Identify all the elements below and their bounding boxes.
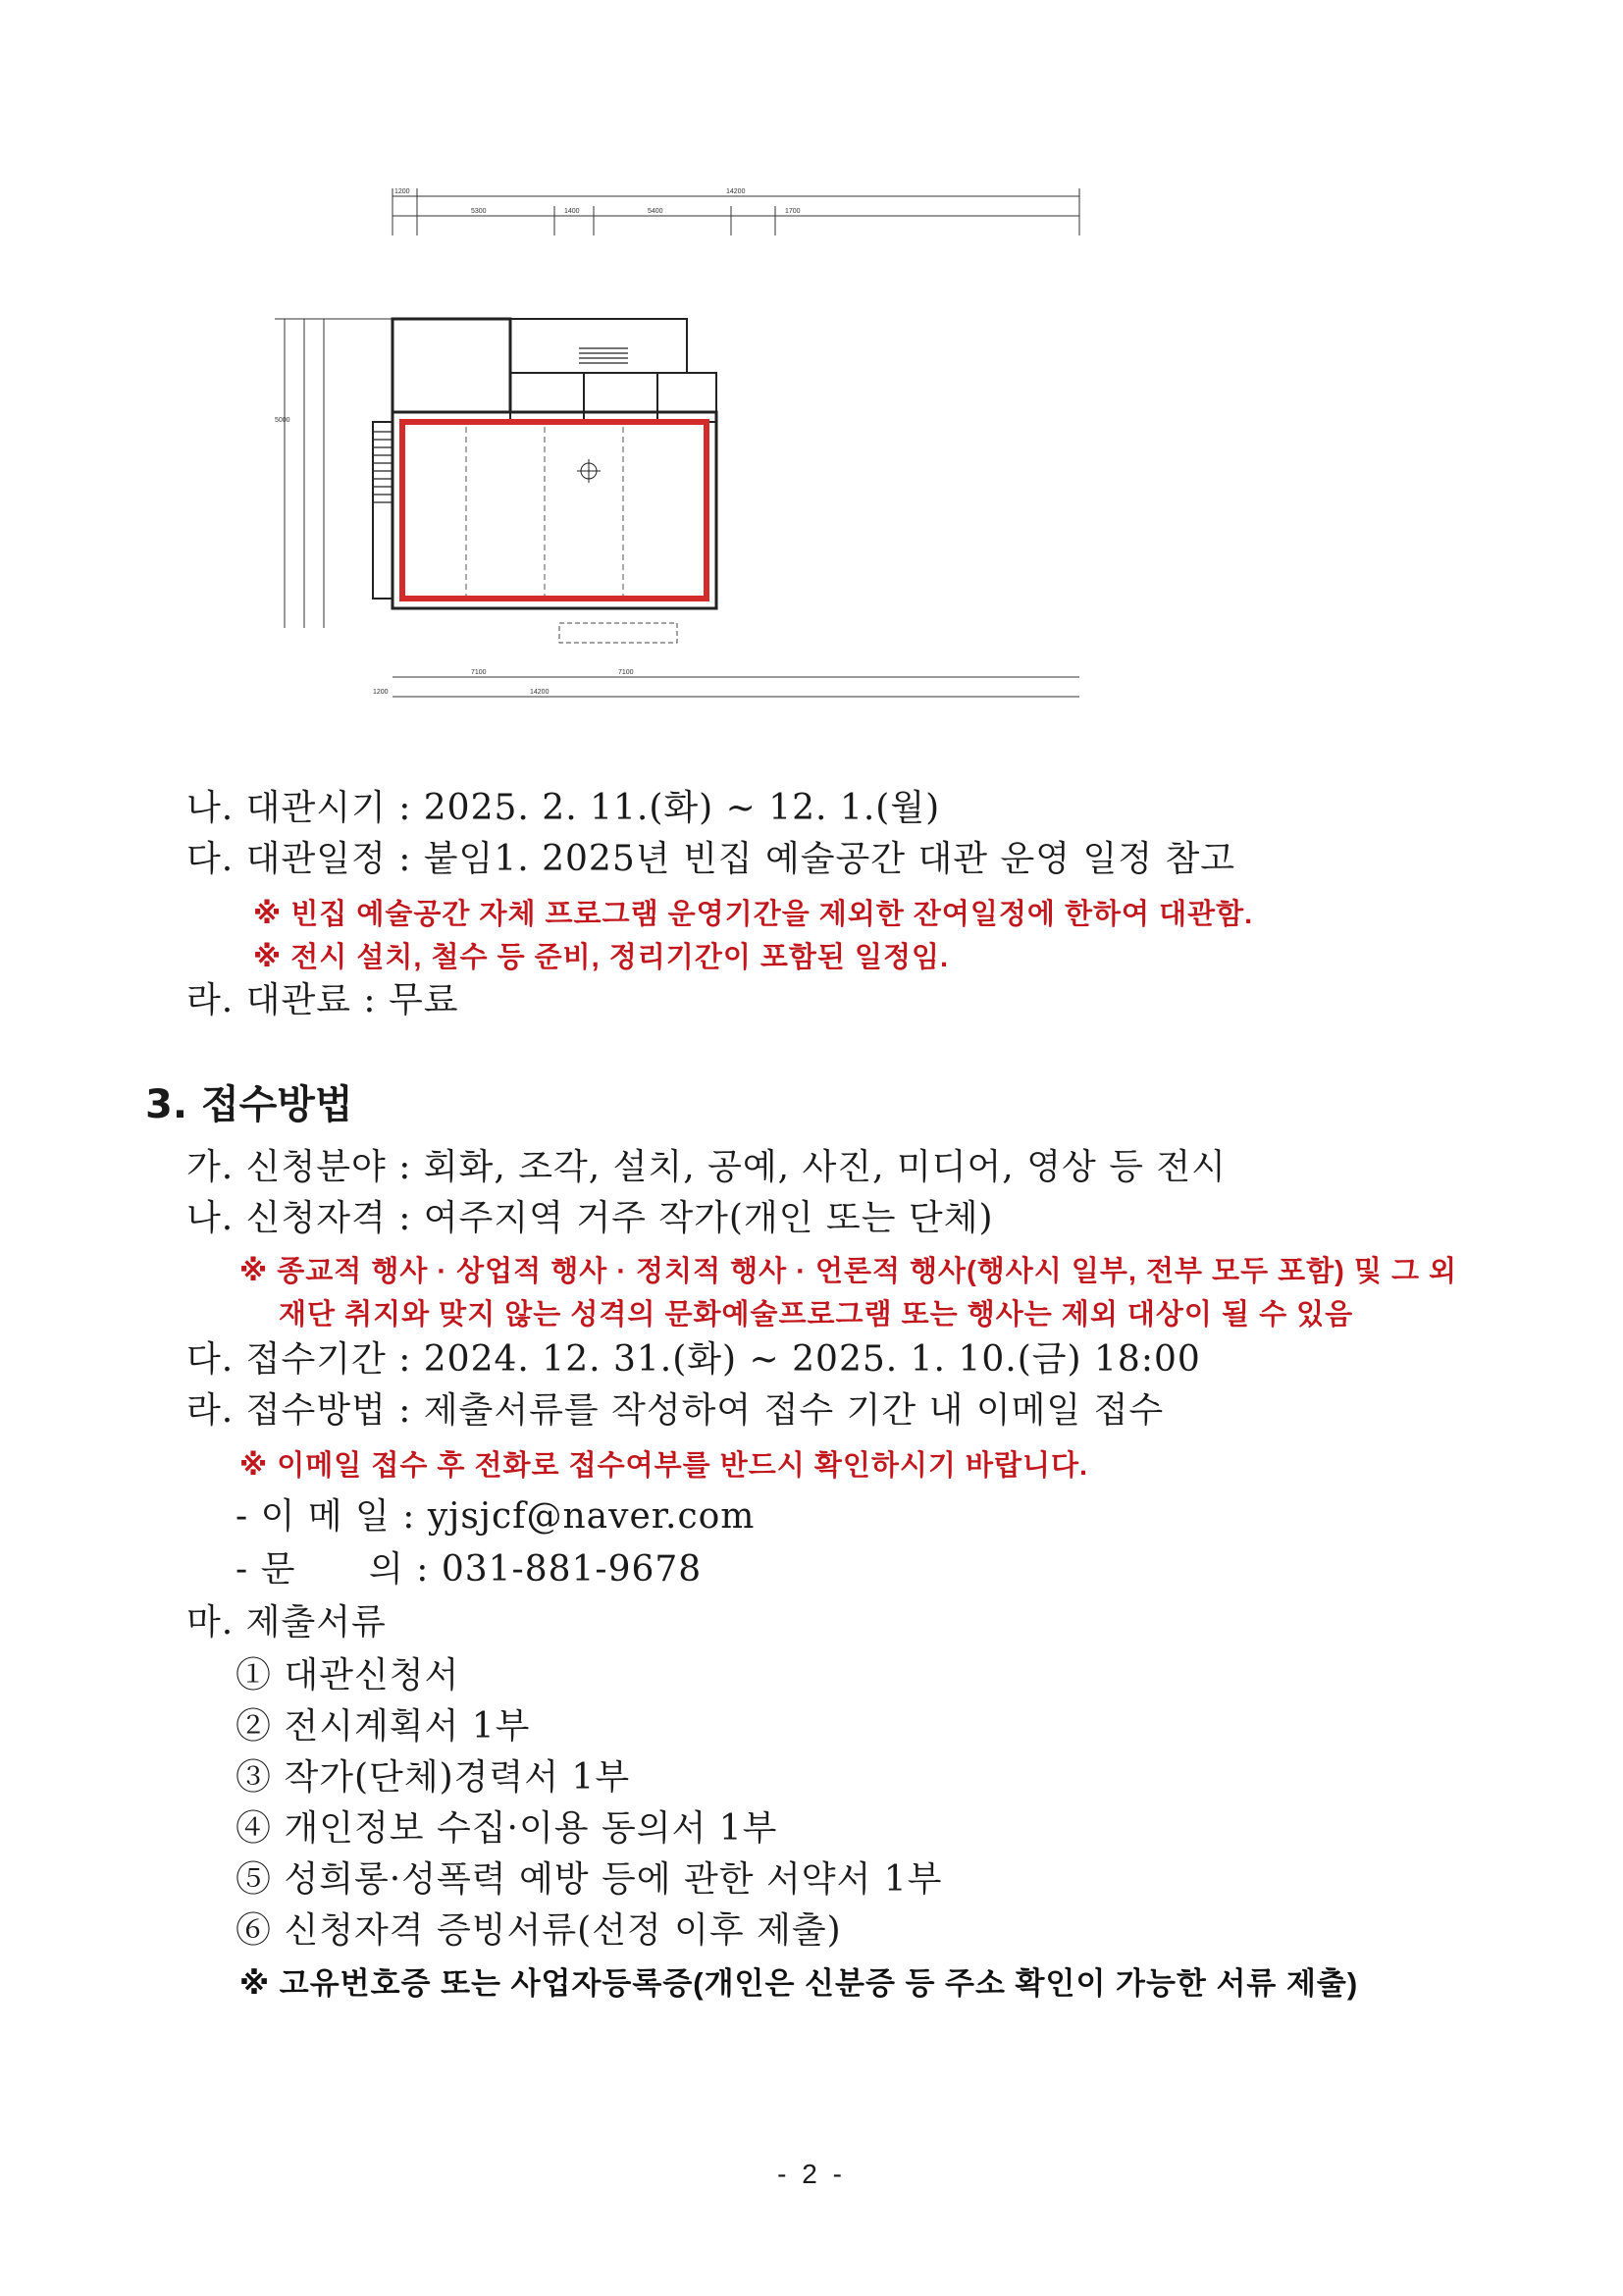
top-dim-3: 1400 (564, 208, 580, 215)
documents-heading: 마. 제출서류 (186, 1602, 387, 1643)
rental-period-line: 나. 대관시기 : 2025. 2. 11.(화) ~ 12. 1.(월) (186, 788, 941, 828)
apply-method-line: 라. 접수방법 : 제출서류를 작성하여 접수 기간 내 이메일 접수 (186, 1390, 1165, 1431)
top-dim-0: 1200 (394, 188, 410, 195)
document-item-4: ④ 개인정보 수집·이용 동의서 1부 (236, 1808, 778, 1849)
email-note: ※ 이메일 접수 후 전화로 접수여부를 반드시 확인하시기 바랍니다. (239, 1450, 1089, 1482)
apply-period-line: 다. 접수기간 : 2024. 12. 31.(화) ~ 2025. 1. 10.(금) 18:00 (186, 1339, 1201, 1380)
exhibition-hall-highlight (402, 422, 707, 599)
top-dim-4: 5400 (648, 208, 663, 215)
rental-fee-line: 라. 대관료 : 무료 (186, 980, 459, 1020)
section-3-heading: 3. 접수방법 (145, 1082, 353, 1127)
document-item-2: ② 전시계획서 1부 (236, 1706, 531, 1747)
left-dim-1: 5000 (275, 417, 290, 424)
rental-schedule-line: 다. 대관일정 : 붙임1. 2025년 빈집 예술공간 대관 운영 일정 참고 (186, 839, 1236, 879)
floor-plan-drawing (275, 177, 1236, 785)
bottom-dim-2: 1200 (373, 689, 389, 696)
top-dim-2: 5300 (471, 208, 487, 215)
apply-qualification-line: 나. 신청자격 : 여주지역 거주 작가(개인 또는 단체) (186, 1198, 994, 1238)
rental-note-1: ※ 빈집 예술공간 자체 프로그램 운영기간을 제외한 잔여일정에 한하여 대관함. (253, 899, 1254, 930)
apply-field-line: 가. 신청분야 : 회화, 조각, 설치, 공예, 사진, 미디어, 영상 등 전시 (186, 1147, 1227, 1187)
qualification-note-2: 재단 취지와 맞지 않는 성격의 문화예술프로그램 또는 행사는 제외 대상이 될 수 있음 (279, 1299, 1354, 1331)
qualification-note-1: ※ 종교적 행사 · 상업적 행사 · 정치적 행사 · 언론적 행사(행사시 일부, 전부 모두 포함) 및 그 외 (239, 1256, 1458, 1287)
top-dim-1: 14200 (726, 188, 746, 195)
top-dim-5: 1700 (785, 208, 801, 215)
document-item-3: ③ 작가(단체)경력서 1부 (236, 1757, 631, 1798)
phone-line: - 문 의 : 031-881-9678 (236, 1549, 703, 1590)
rental-note-2: ※ 전시 설치, 철수 등 준비, 정리기간이 포함된 일정임. (253, 942, 950, 973)
bottom-dim-3: 14200 (530, 689, 550, 696)
email-line: - 이 메 일 : yjsjcf@naver.com (236, 1496, 756, 1537)
document-item-6: ⑥ 신청자격 증빙서류(선정 이후 제출) (236, 1910, 842, 1951)
document-item-1: ① 대관신청서 (236, 1655, 460, 1696)
bottom-dim-0: 7100 (471, 669, 487, 676)
bottom-dim-1: 7100 (618, 669, 634, 676)
page-number: - 2 - (777, 2159, 846, 2189)
document-item-5: ⑤ 성희롱·성폭력 예방 등에 관한 서약서 1부 (236, 1859, 943, 1900)
final-note: ※ 고유번호증 또는 사업자등록증(개인은 신분증 등 주소 확인이 가능한 서류 제출) (239, 1966, 1359, 2001)
